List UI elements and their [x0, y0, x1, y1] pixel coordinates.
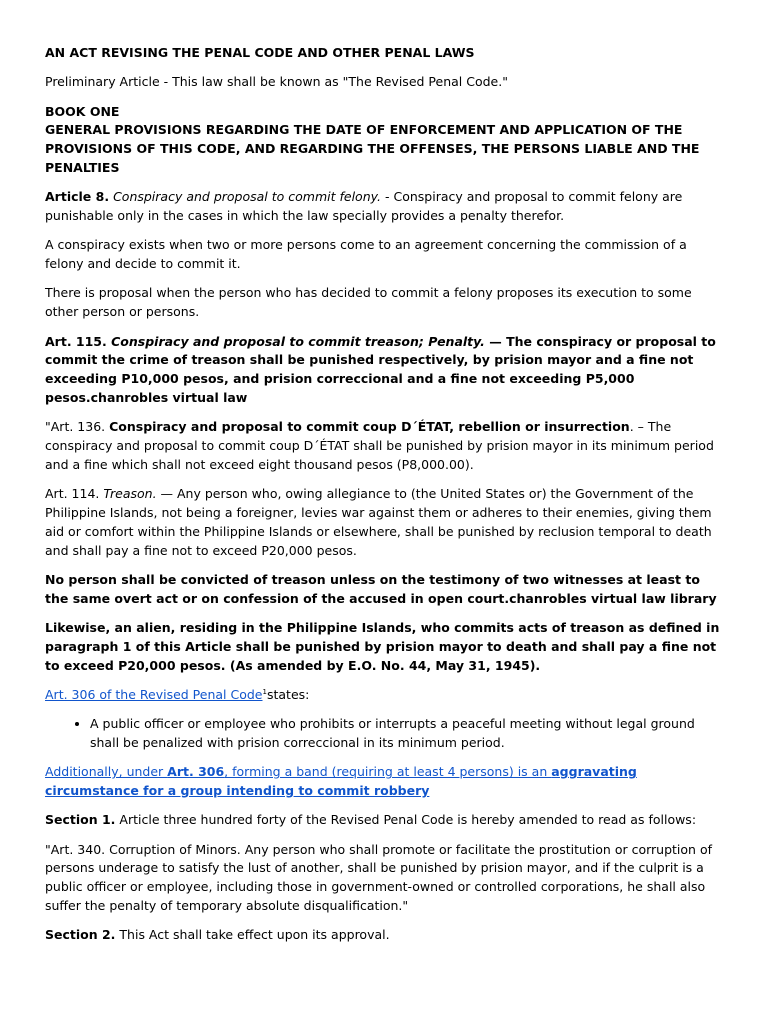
section-2: [45, 926, 722, 945]
article-114-title: Treason.: [103, 486, 157, 502]
article-306-states: states:: [266, 686, 310, 702]
conspiracy-definition: A conspiracy exists when two or more persons come to an agreement concerning the commission of a felony and decide to commit it.: [45, 237, 687, 272]
article-8-title: Conspiracy and proposal to commit felony.: [113, 189, 382, 205]
article-306-intro: [45, 686, 722, 705]
list-item: • A public officer or employee who prohibits or interrupts a peaceful meeting without legal ground shall be penalized with prision correccional in its minimum period.: [90, 715, 722, 753]
preliminary-article: Preliminary Article - This law shall be known as "The Revised Penal Code.": [45, 74, 508, 90]
article-115-title: Conspiracy and proposal to commit treason; Penalty.: [111, 333, 485, 349]
article-8-text: - Conspiracy and proposal to commit felony are punishable only in the cases in which the law specially provides a penalty therefor.: [45, 189, 683, 224]
article-306-link[interactable]: Art. 306 of the Revised Penal Code: [45, 686, 263, 702]
article-115-text: — The conspiracy or proposal to commit the crime of treason shall be punished respectively, by prision mayor and a fine not exceeding P10,000 pesos, and prision correccional and a fine not exceeding P5,000 pesos.chanrobles virtual law: [45, 333, 716, 405]
proposal-definition: There is proposal when the person who has decided to commit a felony proposes its execution to some other person or persons.: [45, 285, 692, 320]
article-8-label: Article 8.: [45, 189, 110, 205]
additionally-bold: aggravating circumstance for a group intending to commit robbery: [45, 764, 637, 798]
article-136: [45, 418, 722, 474]
article-115: [45, 333, 722, 408]
footnote-marker[interactable]: 1: [262, 687, 267, 696]
article-340-quote: "Art. 340. Corruption of Minors. Any person who shall promote or facilitate the prostitution or corruption of persons underage to satisfy the lust of another, shall be punished by prision mayor, and if the culprit is a public officer or employee, including those in government-owned or controlled corporations, he shall also suffer the penalty of temporary absolute disqualification.": [45, 841, 712, 913]
book-one-heading: [45, 103, 722, 178]
article-136-title: Conspiracy and proposal to commit coup D´ÉTAT, rebellion or insurrection: [109, 419, 630, 435]
article-306-list: [45, 715, 722, 753]
section-1: [45, 811, 722, 830]
section-1-label: Section 1.: [45, 812, 116, 828]
additionally-pre: Additionally, under: [45, 764, 168, 780]
additionally-link[interactable]: [45, 764, 637, 798]
article-8: [45, 188, 722, 226]
section-2-label: Section 2.: [45, 927, 116, 943]
book-one-subheading: GENERAL PROVISIONS REGARDING THE DATE OF ENFORCEMENT AND APPLICATION OF THE PROVISIONS OF THIS CODE, AND REGARDING THE OFFENSES, THE PERSONS LIABLE AND THE PENALTIES: [45, 122, 700, 175]
section-2-text: This Act shall take effect upon its approval.: [115, 927, 390, 943]
additionally-mid: , forming a band (requiring at least 4 persons) is an: [224, 764, 552, 780]
book-one-label: BOOK ONE: [45, 103, 120, 119]
article-114-text: — Any person who, owing allegiance to (the United States or) the Government of the Philippine Islands, not being a foreigner, levies war against them or adheres to their enemies, giving them aid or comfort within the Philippine Islands or elsewhere, shall be punished by reclusion temporal to death and shall pay a fine not to exceed P20,000 pesos.: [45, 486, 712, 558]
article-114-label: Art. 114.: [45, 486, 104, 502]
additionally-art: Art. 306: [167, 764, 225, 780]
likewise-paragraph: Likewise, an alien, residing in the Philippine Islands, who commits acts of treason as defined in paragraph 1 of this Article shall be punished by prision mayor to death and shall pay a fine not to exceed P20,000 pesos. (As amended by E.O. No. 44, May 31, 1945).: [45, 619, 720, 673]
section-1-text: Article three hundred forty of the Revised Penal Code is hereby amended to read as follows:: [115, 812, 697, 828]
document-title: AN ACT REVISING THE PENAL CODE AND OTHER PENAL LAWS: [45, 45, 475, 60]
article-136-prefix: "Art. 136.: [45, 419, 110, 435]
article-115-label: Art. 115.: [45, 333, 107, 349]
no-person-paragraph: No person shall be convicted of treason unless on the testimony of two witnesses at least to the same overt act or on confession of the accused in open court.chanrobles virtual law library: [45, 571, 717, 606]
additionally-paragraph: [45, 763, 722, 801]
article-136-text: . – The conspiracy and proposal to commit coup D´ÉTAT shall be punished by prision mayor in its minimum period and a fine which shall not exceed eight thousand pesos (P8,000.00).: [45, 419, 714, 472]
article-114: [45, 485, 722, 560]
